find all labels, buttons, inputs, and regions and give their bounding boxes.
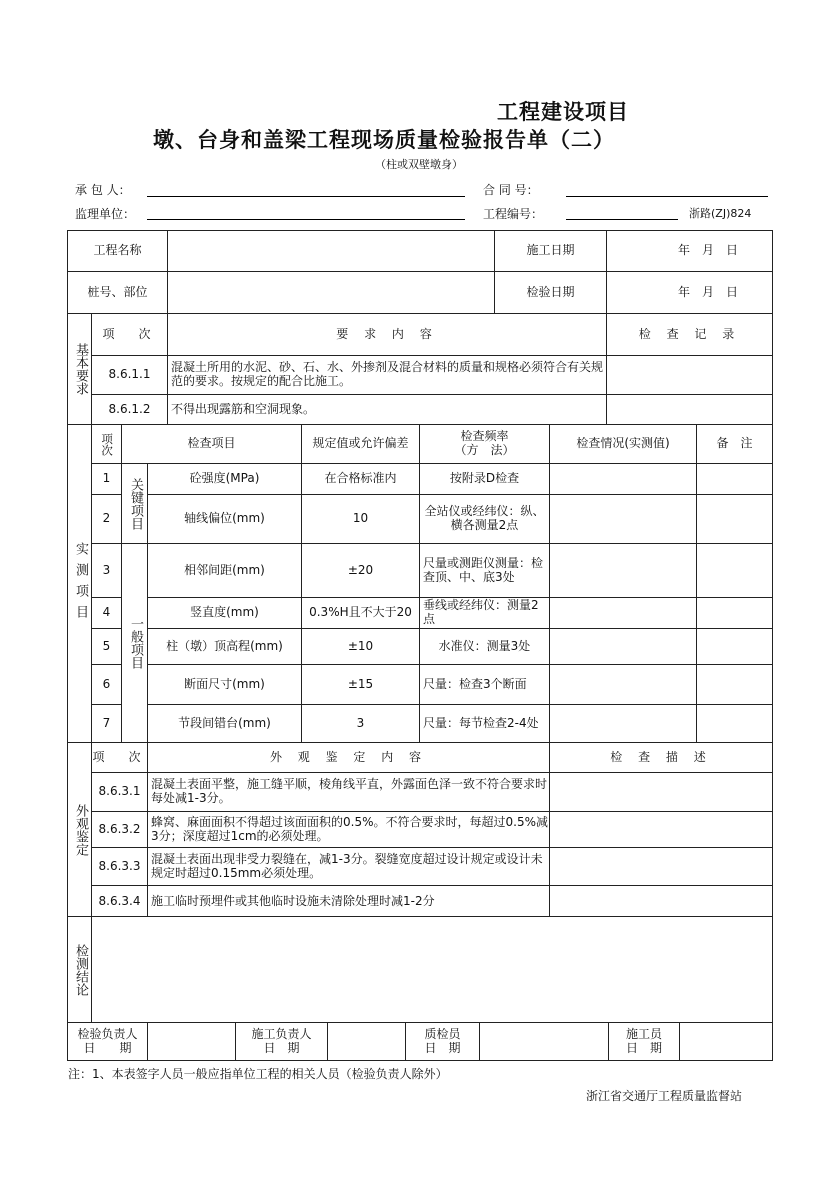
measured-section-label: 实测项目 [67,424,92,743]
appearance-row-no: 8.6.3.1 [91,772,148,812]
group-general-items: 一般项目 [121,543,148,743]
footnote: 注：1、本表签字人员一般应指单位工程的相关人员（检验负责人除外） [68,1067,448,1081]
measured-row-spec: 0.3%H且不大于20 [301,597,420,629]
appearance-row-content: 施工临时预埋件或其他临时设施未清除处理时减1-2分 [147,885,550,918]
measured-row-result[interactable] [549,543,697,598]
appearance-row-content: 蜂窝、麻面面积不得超过该面面积的0.5%。不符合要求时，每超过0.5%减3分；深度超过1cm的必须处理。 [147,811,550,848]
measured-row-spec: 在合格标准内 [301,463,420,495]
measured-row-spec: ±15 [301,664,420,705]
measured-row-item: 断面尺寸(mm) [147,664,302,705]
measured-row-result[interactable] [549,664,697,705]
measured-row-remark[interactable] [696,597,773,629]
measured-row-item: 砼强度(MPa) [147,463,302,495]
contract-no-label: 合 同 号： [483,183,539,197]
basic-col-item: 项 次 [91,313,168,356]
project-no-label: 工程编号： [483,207,544,221]
contractor-field[interactable] [147,196,465,197]
signature-field-quality-inspector[interactable] [479,1022,609,1061]
signature-role: 质检员 [424,1026,461,1041]
basic-col-content: 要 求 内 容 [167,313,607,356]
measured-row-result[interactable] [549,494,697,544]
measured-row-remark[interactable] [696,704,773,743]
report-title: 墩、台身和盖梁工程现场质量检验报告单（二） [153,128,615,152]
appearance-row-desc[interactable] [549,772,773,812]
project-name-label: 工程名称 [67,230,168,272]
appearance-row-desc[interactable] [549,885,773,918]
measured-row-method: 垂线或经纬仪：测量2点 [419,597,550,629]
contractor-label: 承 包 人： [75,183,131,197]
appearance-row-content: 混凝土表面出现非受力裂缝在，减1-3分。裂缝宽度超过设计规定或设计未规定时超过0.15mm必须处理。 [147,847,550,886]
measured-row-result[interactable] [549,597,697,629]
method-header-line2: （方 法） [454,443,515,457]
measured-row-spec: ±20 [301,543,420,598]
supervisor-label: 监理单位： [75,207,136,221]
conclusion-field[interactable] [91,916,773,1023]
measured-row-method: 全站仪或经纬仪：纵、横各测量2点 [419,494,550,544]
signature-role: 检验负责人 [77,1026,138,1041]
appearance-col-desc: 检 查 描 述 [549,742,773,773]
basic-row-no: 8.6.1.2 [91,394,168,425]
measured-row-method: 水准仪：测量3处 [419,628,550,665]
title-line-1: 工程建设项目 [497,100,629,124]
appearance-row-no: 8.6.3.3 [91,847,148,886]
station-label: 桩号、部位 [67,271,168,314]
measured-row-no: 3 [91,543,122,598]
signature-role: 施工负责人 [251,1026,312,1041]
measured-col-item: 检查项目 [121,424,302,464]
measured-row-item: 相邻间距(mm) [147,543,302,598]
signature-field-constructor[interactable] [679,1022,773,1061]
measured-col-spec: 规定值或允许偏差 [301,424,420,464]
measured-row-no: 5 [91,628,122,665]
issuer: 浙江省交通厅工程质量监督站 [586,1089,743,1103]
appearance-row-desc[interactable] [549,847,773,886]
signature-date-label: 日 期 [625,1040,662,1055]
inspection-date-label: 检验日期 [494,271,607,314]
measured-row-no: 2 [91,494,122,544]
appearance-row-content: 混凝土表面平整，施工缝平顺，棱角线平直，外露面色泽一致不符合要求时每处减1-3分。 [147,772,550,812]
appearance-row-no: 8.6.3.2 [91,811,148,848]
signature-label-constructor [608,1022,680,1061]
measured-col-no: 项次 [91,424,122,464]
group-key-items: 关键项目 [121,463,148,544]
appearance-col-content: 外 观 鉴 定 内 容 [147,742,550,773]
signature-label-quality-inspector [405,1022,480,1061]
signature-label-inspector [67,1022,148,1061]
basic-col-record: 检 查 记 录 [606,313,773,356]
construction-date-label: 施工日期 [494,230,607,272]
signature-role: 施工员 [625,1026,662,1041]
measured-row-remark[interactable] [696,494,773,544]
measured-row-method: 尺量或测距仪测量：检查顶、中、底3处 [419,543,550,598]
measured-row-remark[interactable] [696,664,773,705]
measured-row-method: 尺量：检查3个断面 [419,664,550,705]
measured-row-no: 1 [91,463,122,495]
contract-no-field[interactable] [566,196,768,197]
measured-row-item: 竖直度(mm) [147,597,302,629]
appearance-section-label: 外观鉴定 [67,742,92,917]
method-header-line1: 检查频率 [460,429,509,444]
measured-row-item: 柱（墩）顶高程(mm) [147,628,302,665]
measured-row-result[interactable] [549,704,697,743]
measured-row-remark[interactable] [696,463,773,495]
station-field[interactable] [167,271,495,314]
measured-row-spec: 3 [301,704,420,743]
supervisor-field[interactable] [147,219,465,220]
measured-row-method: 按附录D检查 [419,463,550,495]
signature-field-construction-lead[interactable] [327,1022,406,1061]
signature-date-label: 日 期 [424,1040,461,1055]
appearance-row-no: 8.6.3.4 [91,885,148,918]
measured-row-item: 节段间错台(mm) [147,704,302,743]
basic-row-record[interactable] [606,355,773,395]
measured-row-no: 6 [91,664,122,705]
signature-field-inspector[interactable] [147,1022,236,1061]
project-name-field[interactable] [167,230,495,272]
signature-date-label: 日 期 [263,1040,300,1055]
measured-col-method [419,424,550,464]
measured-row-result[interactable] [549,628,697,665]
measured-col-remark: 备 注 [696,424,773,464]
basic-row-record[interactable] [606,394,773,425]
signature-label-construction-lead [235,1022,328,1061]
form-code: 浙路(ZJ)824 [689,207,752,220]
appearance-col-item: 项 次 [91,742,148,773]
measured-row-result[interactable] [549,463,697,495]
measured-col-result: 检查情况(实测值) [549,424,697,464]
appearance-row-desc[interactable] [549,811,773,848]
measured-row-no: 4 [91,597,122,629]
measured-row-remark[interactable] [696,628,773,665]
basic-requirements-section-label: 基本要求 [67,313,92,425]
measured-row-spec: 10 [301,494,420,544]
measured-row-method: 尺量：每节检查2-4处 [419,704,550,743]
basic-row-content: 混凝土所用的水泥、砂、石、水、外掺剂及混合材料的质量和规格必须符合有关规范的要求。按规定的配合比施工。 [167,355,607,395]
measured-row-item: 轴线偏位(mm) [147,494,302,544]
conclusion-section-label: 检测结论 [67,916,92,1023]
project-no-field[interactable] [566,219,678,220]
basic-row-content: 不得出现露筋和空洞现象。 [167,394,607,425]
measured-row-spec: ±10 [301,628,420,665]
report-subtitle: （柱或双壁墩身） [375,158,463,171]
construction-date-field[interactable]: 年 月 日 [606,230,773,272]
measured-row-remark[interactable] [696,543,773,598]
inspection-date-field[interactable]: 年 月 日 [606,271,773,314]
basic-row-no: 8.6.1.1 [91,355,168,395]
signature-date-label: 日 期 [83,1040,132,1055]
measured-row-no: 7 [91,704,122,743]
